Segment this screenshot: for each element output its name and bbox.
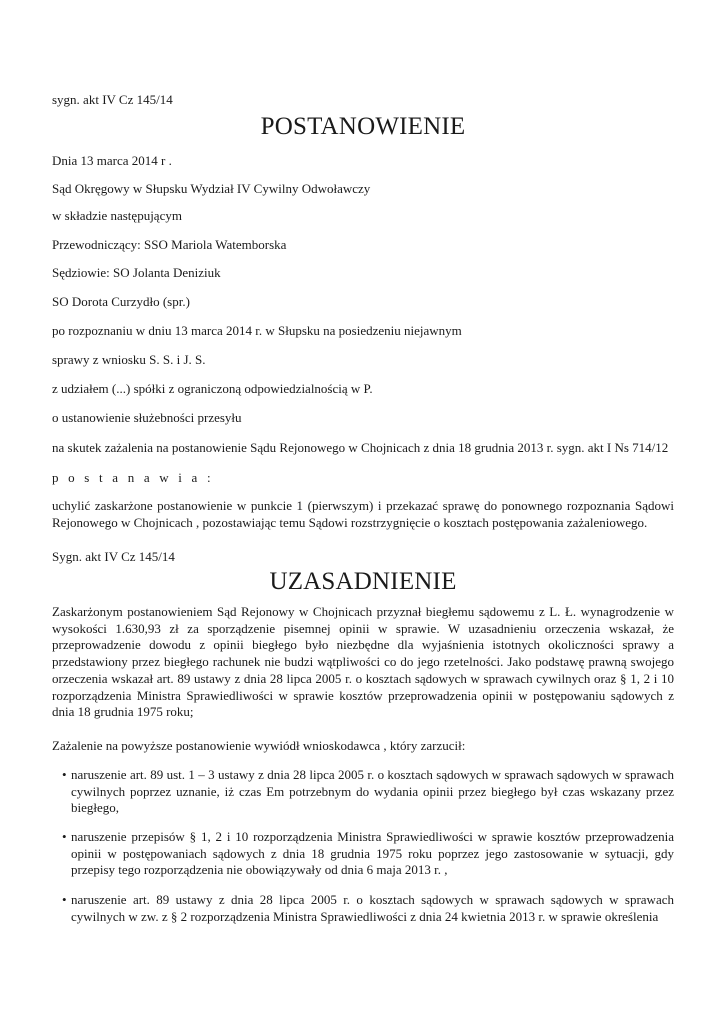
decision-text: uchylić zaskarżone postanowienie w punkcie 1 (pierwszym) i przekazać sprawę do ponownego rozpoznania Sądowi Rejonowego w Chojnicach , pozostawiając temu Sądowi rozstrzygnięcie o kosztach postępowania zażaleniowego. xyxy=(52,498,674,530)
case-number-top: sygn. akt IV Cz 145/14 xyxy=(52,92,173,107)
court-name: Sąd Okręgowy w Słupsku Wydział IV Cywilny Odwoławczy xyxy=(52,181,371,196)
decision-label: p o s t a n a w i a : xyxy=(52,470,214,485)
appeal-info: na skutek zażalenia na postanowienie Sądu Rejonowego w Chojnicach z dnia 18 grudnia 2013 r. sygn. akt I Ns 714/12 xyxy=(52,440,669,455)
bullet-icon: • xyxy=(62,892,67,907)
document-title: POSTANOWIENIE xyxy=(260,113,466,140)
justification-case-number: Sygn. akt IV Cz 145/14 xyxy=(52,549,175,564)
decision-date: Dnia 13 marca 2014 r . xyxy=(52,153,172,168)
list-item-text: naruszenie art. 89 ust. 1 – 3 ustawy z dnia 28 lipca 2005 r. o kosztach sądowych w sprawach sądowych w sprawach cywilnych poprzez uznanie, iż czas Em potrzebnym do wydania opinii przez biegłego był czas wskazany przez biegłego, xyxy=(71,767,674,816)
chairman: Przewodniczący: SSO Mariola Watemborska xyxy=(52,237,287,252)
judge-second: SO Dorota Curzydło (spr.) xyxy=(52,294,190,309)
applicants: sprawy z wniosku S. S. i J. S. xyxy=(52,352,206,367)
justification-title: UZASADNIENIE xyxy=(269,568,457,595)
bullet-icon: • xyxy=(62,829,67,844)
justification-paragraph-2: Zażalenie na powyższe postanowienie wywiódł wnioskodawca , który zarzucił: xyxy=(52,738,466,753)
judges: Sędziowie: SO Jolanta Deniziuk xyxy=(52,265,221,280)
composition-label: w składzie następującym xyxy=(52,208,182,223)
bullet-icon: • xyxy=(62,767,67,782)
participant: z udziałem (...) spółki z ograniczoną odpowiedzialnością w P. xyxy=(52,381,373,396)
justification-paragraph-1: Zaskarżonym postanowieniem Sąd Rejonowy w Chojnicach przyznał biegłemu sądowemu z L. Ł. wynagrodzenie w wysokości 1.630,93 zł za sporządzenie pisemnej opinii w sprawie. W uzasadnieniu orzeczenia wskazał, że przeprowadzenie dowodu z opinii biegłego było niezbędne dla wyjaśnienia istotnych okoliczności sprawy a przedstawiony przez biegłego rachunek nie budzi wątpliwości co do jego rzetelności. Jako podstawę prawną swojego orzeczenia wskazał art. 89 ustawy z dnia 28 lipca 2005 r. o kosztach sądowych w sprawach cywilnych oraz § 1, 2 i 10 rozporządzenia Ministra Sprawiedliwości w sprawie kosztów przeprowadzenia opinii w postępowaniu sądowych z dnia 18 grudnia 1975 roku; xyxy=(52,604,674,720)
hearing-info: po rozpoznaniu w dniu 13 marca 2014 r. w Słupsku na posiedzeniu niejawnym xyxy=(52,323,462,338)
list-item-text: naruszenie art. 89 ustawy z dnia 28 lipca 2005 r. o kosztach sądowych w sprawach sądowych w sprawach cywilnych w zw. z § 2 rozporządzenia Ministra Sprawiedliwości z dnia 24 kwietnia 2013 r. w sprawie określenia xyxy=(71,892,674,924)
case-subject: o ustanowienie służebności przesyłu xyxy=(52,410,242,425)
list-item-text: naruszenie przepisów § 1, 2 i 10 rozporządzenia Ministra Sprawiedliwości w sprawie kosztów przeprowadzenia opinii w postępowaniach sądowych z dnia 18 grudnia 1975 roku poprzez jego zastosowanie w sytuacji, gdy przepisy tego rozporządzenia nie obowiązywały od dnia 6 maja 2013 r. , xyxy=(71,829,674,878)
